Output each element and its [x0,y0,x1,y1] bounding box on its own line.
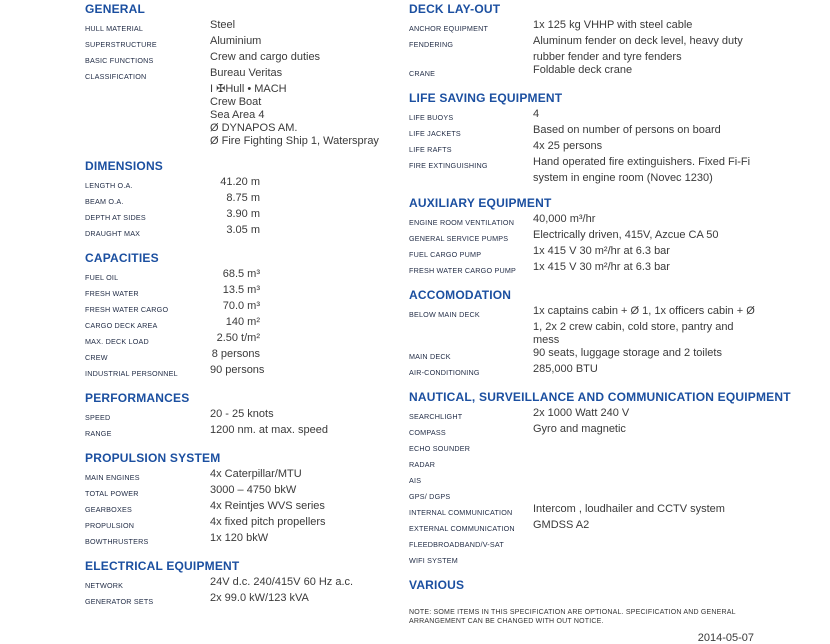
spec-label: FENDERING [409,40,454,49]
spec-row [85,364,407,380]
footer-note-line-1: NOTE: SOME ITEMS IN THIS SPECIFICATION ARE OPTIONAL. SPECIFICATION AND GENERAL [409,609,736,616]
spec-row [409,261,774,277]
section-title: AUXILIARY EQUIPMENT [409,196,552,210]
section-propulsion-system [85,452,407,548]
spec-label: ENGINE ROOM VENTILATION [409,218,515,227]
spec-label: TOTAL POWER [85,489,139,498]
spec-row [409,407,774,423]
spec-value: rubber fender and tyre fenders [533,51,682,63]
spec-row [85,135,407,148]
spec-value: 4x Reintjes WVS series [210,500,325,512]
spec-label: DRAUGHT MAX [85,229,141,238]
spec-value: Gyro and magnetic [533,423,626,435]
spec-value: Steel [210,19,236,31]
spec-value: I ✠Hull • MACH [210,83,287,95]
section-accomodation [409,289,774,379]
spec-label [85,96,210,109]
spec-row [85,532,407,548]
footer [409,608,754,644]
spec-column-right-sections [409,2,791,592]
spec-row [409,51,774,64]
spec-label: FRESH WATER [85,289,139,298]
spec-row [85,316,407,332]
section-capacities [85,252,407,380]
spec-value: 20 - 25 knots [210,408,274,420]
spec-row [409,156,774,172]
spec-column-left [85,3,407,608]
spec-row [85,208,407,224]
spec-row [85,576,407,592]
spec-row [409,551,774,567]
spec-row [85,83,407,96]
spec-row [85,192,407,208]
section-title: DECK LAY-OUT [409,2,501,16]
spec-row [85,51,407,67]
spec-row [409,229,774,245]
spec-column-right [409,2,791,644]
spec-label: PROPULSION [85,521,135,530]
spec-row [409,347,774,363]
section-general [85,3,407,148]
spec-label: BELOW MAIN DECK [409,310,480,319]
spec-row [85,122,407,135]
section-title: PERFORMANCES [85,391,190,405]
spec-value: 3.05 m [226,224,260,236]
spec-label [85,122,210,135]
spec-value: 285,000 BTU [533,363,598,375]
spec-row [85,348,407,364]
spec-label: EXTERNAL COMMUNICATION [409,524,515,533]
spec-label: WIFI SYSTEM [409,556,458,565]
spec-value: 41.20 m [220,176,260,188]
spec-value: Intercom , loudhailer and CCTV system [533,503,725,515]
spec-value: 8.75 m [226,192,260,204]
spec-label: SUPERSTRUCTURE [85,40,157,49]
spec-label: MAIN ENGINES [85,473,140,482]
spec-label: LIFE JACKETS [409,129,461,138]
spec-row [409,423,774,439]
spec-label: AIS [409,476,422,485]
spec-value: mess [533,334,560,346]
section-dimensions [85,160,407,240]
spec-row [85,484,407,500]
spec-label: MAX. DECK LOAD [85,337,149,346]
spec-label: FIRE EXTINGUISHING [409,161,488,170]
spec-label: CREW [85,353,108,362]
section-various [409,579,774,592]
spec-label: BASIC FUNCTIONS [85,56,154,65]
spec-label: DEPTH AT SIDES [85,213,146,222]
spec-row [85,19,407,35]
spec-label [409,51,533,64]
spec-value: 1x captains cabin + Ø 1, 1x officers cabin + Ø [533,305,755,317]
spec-row [409,64,774,80]
spec-row [85,35,407,51]
spec-label: HULL MATERIAL [85,24,144,33]
spec-value: 70.0 m³ [222,300,260,312]
spec-label: ANCHOR EQUIPMENT [409,24,489,33]
spec-row [85,592,407,608]
spec-label: INTERNAL COMMUNICATION [409,508,513,517]
section-title: CAPACITIES [85,251,159,265]
spec-label: FLEEDBROADBAND/V-SAT [409,540,504,549]
spec-value: Ø DYNAPOS AM. [210,122,298,134]
spec-label: NETWORK [85,581,124,590]
section-title: DIMENSIONS [85,159,164,173]
spec-value: 2.50 t/m² [216,332,260,344]
spec-row [85,468,407,484]
spec-value: 90 persons [210,364,265,376]
spec-label: FUEL OIL [85,273,119,282]
section-title: LIFE SAVING EQUIPMENT [409,91,563,105]
spec-label: GENERAL SERVICE PUMPS [409,234,509,243]
spec-label: GPS/ DGPS [409,492,451,501]
spec-value: system in engine room (Novec 1230) [533,172,713,184]
spec-row [409,213,774,229]
spec-row [409,124,774,140]
spec-row [409,172,774,185]
spec-label: MAIN DECK [409,352,451,361]
spec-row [409,503,774,519]
spec-label: CRANE [409,69,436,78]
spec-row [409,439,774,455]
footer-date: 2014-05-07 [697,632,754,644]
spec-value: 4 [533,108,540,120]
spec-row [409,305,774,321]
section-title: NAUTICAL, SURVEILLANCE AND COMMUNICATION EQUIPMENT [409,390,791,404]
spec-label: FRESH WATER CARGO PUMP [409,266,517,275]
spec-value: 4x 25 persons [533,140,603,152]
footer-note-line-2: ARRANGEMENT CAN BE CHANGED WITH OUT NOTICE. [409,618,604,625]
section-life-saving-equipment [409,92,774,185]
spec-label: LIFE RAFTS [409,145,452,154]
section-title: ELECTRICAL EQUIPMENT [85,559,240,573]
spec-label: COMPASS [409,428,446,437]
section-auxiliary-equipment [409,197,774,277]
spec-row [85,424,407,440]
spec-value: Electrically driven, 415V, Azcue CA 50 [533,229,719,241]
spec-row [85,408,407,424]
spec-label: BOWTHRUSTERS [85,537,149,546]
spec-row [85,332,407,348]
spec-value: 4x Caterpillar/MTU [210,468,302,480]
section-title: ACCOMODATION [409,288,512,302]
spec-label [409,172,533,185]
spec-value: 1x 120 bkW [210,532,269,544]
spec-value: Sea Area 4 [210,109,265,121]
spec-value: Aluminum fender on deck level, heavy duty [533,35,743,47]
spec-row [409,140,774,156]
spec-row [409,334,774,347]
section-title: VARIOUS [409,578,465,592]
spec-label [409,334,533,347]
spec-row [85,516,407,532]
spec-value: 13.5 m³ [222,284,260,296]
spec-label: FRESH WATER CARGO [85,305,169,314]
spec-value: 68.5 m³ [222,268,260,280]
spec-value: 140 m² [225,316,260,328]
section-electrical-equipment [85,560,407,608]
spec-label: SPEED [85,413,111,422]
spec-row [409,19,774,35]
section-nautical-surveillance-and-communication-equipment [409,390,791,567]
spec-value: 1x 125 kg VHHP with steel cable [533,19,693,31]
spec-label: BEAM O.A. [85,197,124,206]
spec-value: 1200 nm. at max. speed [210,424,329,436]
spec-label: GEARBOXES [85,505,132,514]
spec-row [409,108,774,124]
spec-value: 1x 415 V 30 m²/hr at 6.3 bar [533,261,670,273]
spec-value: Hand operated fire extinguishers. Fixed Fi-Fi [533,156,751,168]
spec-label: CARGO DECK AREA [85,321,158,330]
section-deck-lay-out [409,3,774,80]
spec-value: 1, 2x 2 crew cabin, cold store, pantry and [533,321,734,333]
spec-row [85,109,407,122]
spec-value: Crew Boat [210,96,262,108]
spec-row [85,176,407,192]
spec-value: 2x 99.0 kW/123 kVA [210,592,309,604]
spec-label: INDUSTRIAL PERSONNEL [85,369,178,378]
spec-label [409,321,533,334]
spec-value: 8 persons [211,348,260,360]
spec-row [85,268,407,284]
spec-value: 3.90 m [226,208,260,220]
spec-row [409,363,774,379]
spec-value: Based on number of persons on board [533,124,721,136]
spec-label: CLASSIFICATION [85,72,147,81]
spec-label [85,83,210,96]
spec-value: 2x 1000 Watt 240 V [533,407,630,419]
spec-row [409,471,774,487]
spec-row [85,284,407,300]
spec-row [409,535,774,551]
spec-row [409,487,774,503]
spec-value: 90 seats, luggage storage and 2 toilets [533,347,722,359]
spec-value: Bureau Veritas [210,67,283,79]
spec-row [409,455,774,471]
section-performances [85,392,407,440]
spec-value: Foldable deck crane [533,64,633,76]
spec-value: 1x 415 V 30 m²/hr at 6.3 bar [533,245,670,257]
spec-row [85,300,407,316]
spec-label: AIR-CONDITIONING [409,368,480,377]
spec-row [409,35,774,51]
section-title: PROPULSION SYSTEM [85,451,221,465]
spec-row [409,245,774,261]
spec-label: RANGE [85,429,112,438]
spec-label: LENGTH O.A. [85,181,133,190]
spec-label: GENERATOR SETS [85,597,154,606]
spec-row [409,519,774,535]
section-title: GENERAL [85,2,146,16]
spec-value: 4x fixed pitch propellers [210,516,326,528]
spec-value: Ø Fire Fighting Ship 1, Waterspray [210,135,379,147]
spec-value: 3000 – 4750 bkW [210,484,297,496]
spec-label: LIFE BUOYS [409,113,454,122]
spec-value: 24V d.c. 240/415V 60 Hz a.c. [210,576,354,588]
spec-row [85,500,407,516]
spec-value: 40,000 m³/hr [533,213,596,225]
spec-label: ECHO SOUNDER [409,444,471,453]
spec-row [409,321,774,334]
spec-label [85,109,210,122]
spec-row [85,224,407,240]
spec-row [85,96,407,109]
spec-label: SEARCHLIGHT [409,412,463,421]
spec-value: Crew and cargo duties [210,51,321,63]
spec-label: FUEL CARGO PUMP [409,250,482,259]
spec-row [85,67,407,83]
spec-label: RADAR [409,460,436,469]
spec-label [85,135,210,148]
spec-value: Aluminium [210,35,262,47]
spec-value: GMDSS A2 [533,519,590,531]
